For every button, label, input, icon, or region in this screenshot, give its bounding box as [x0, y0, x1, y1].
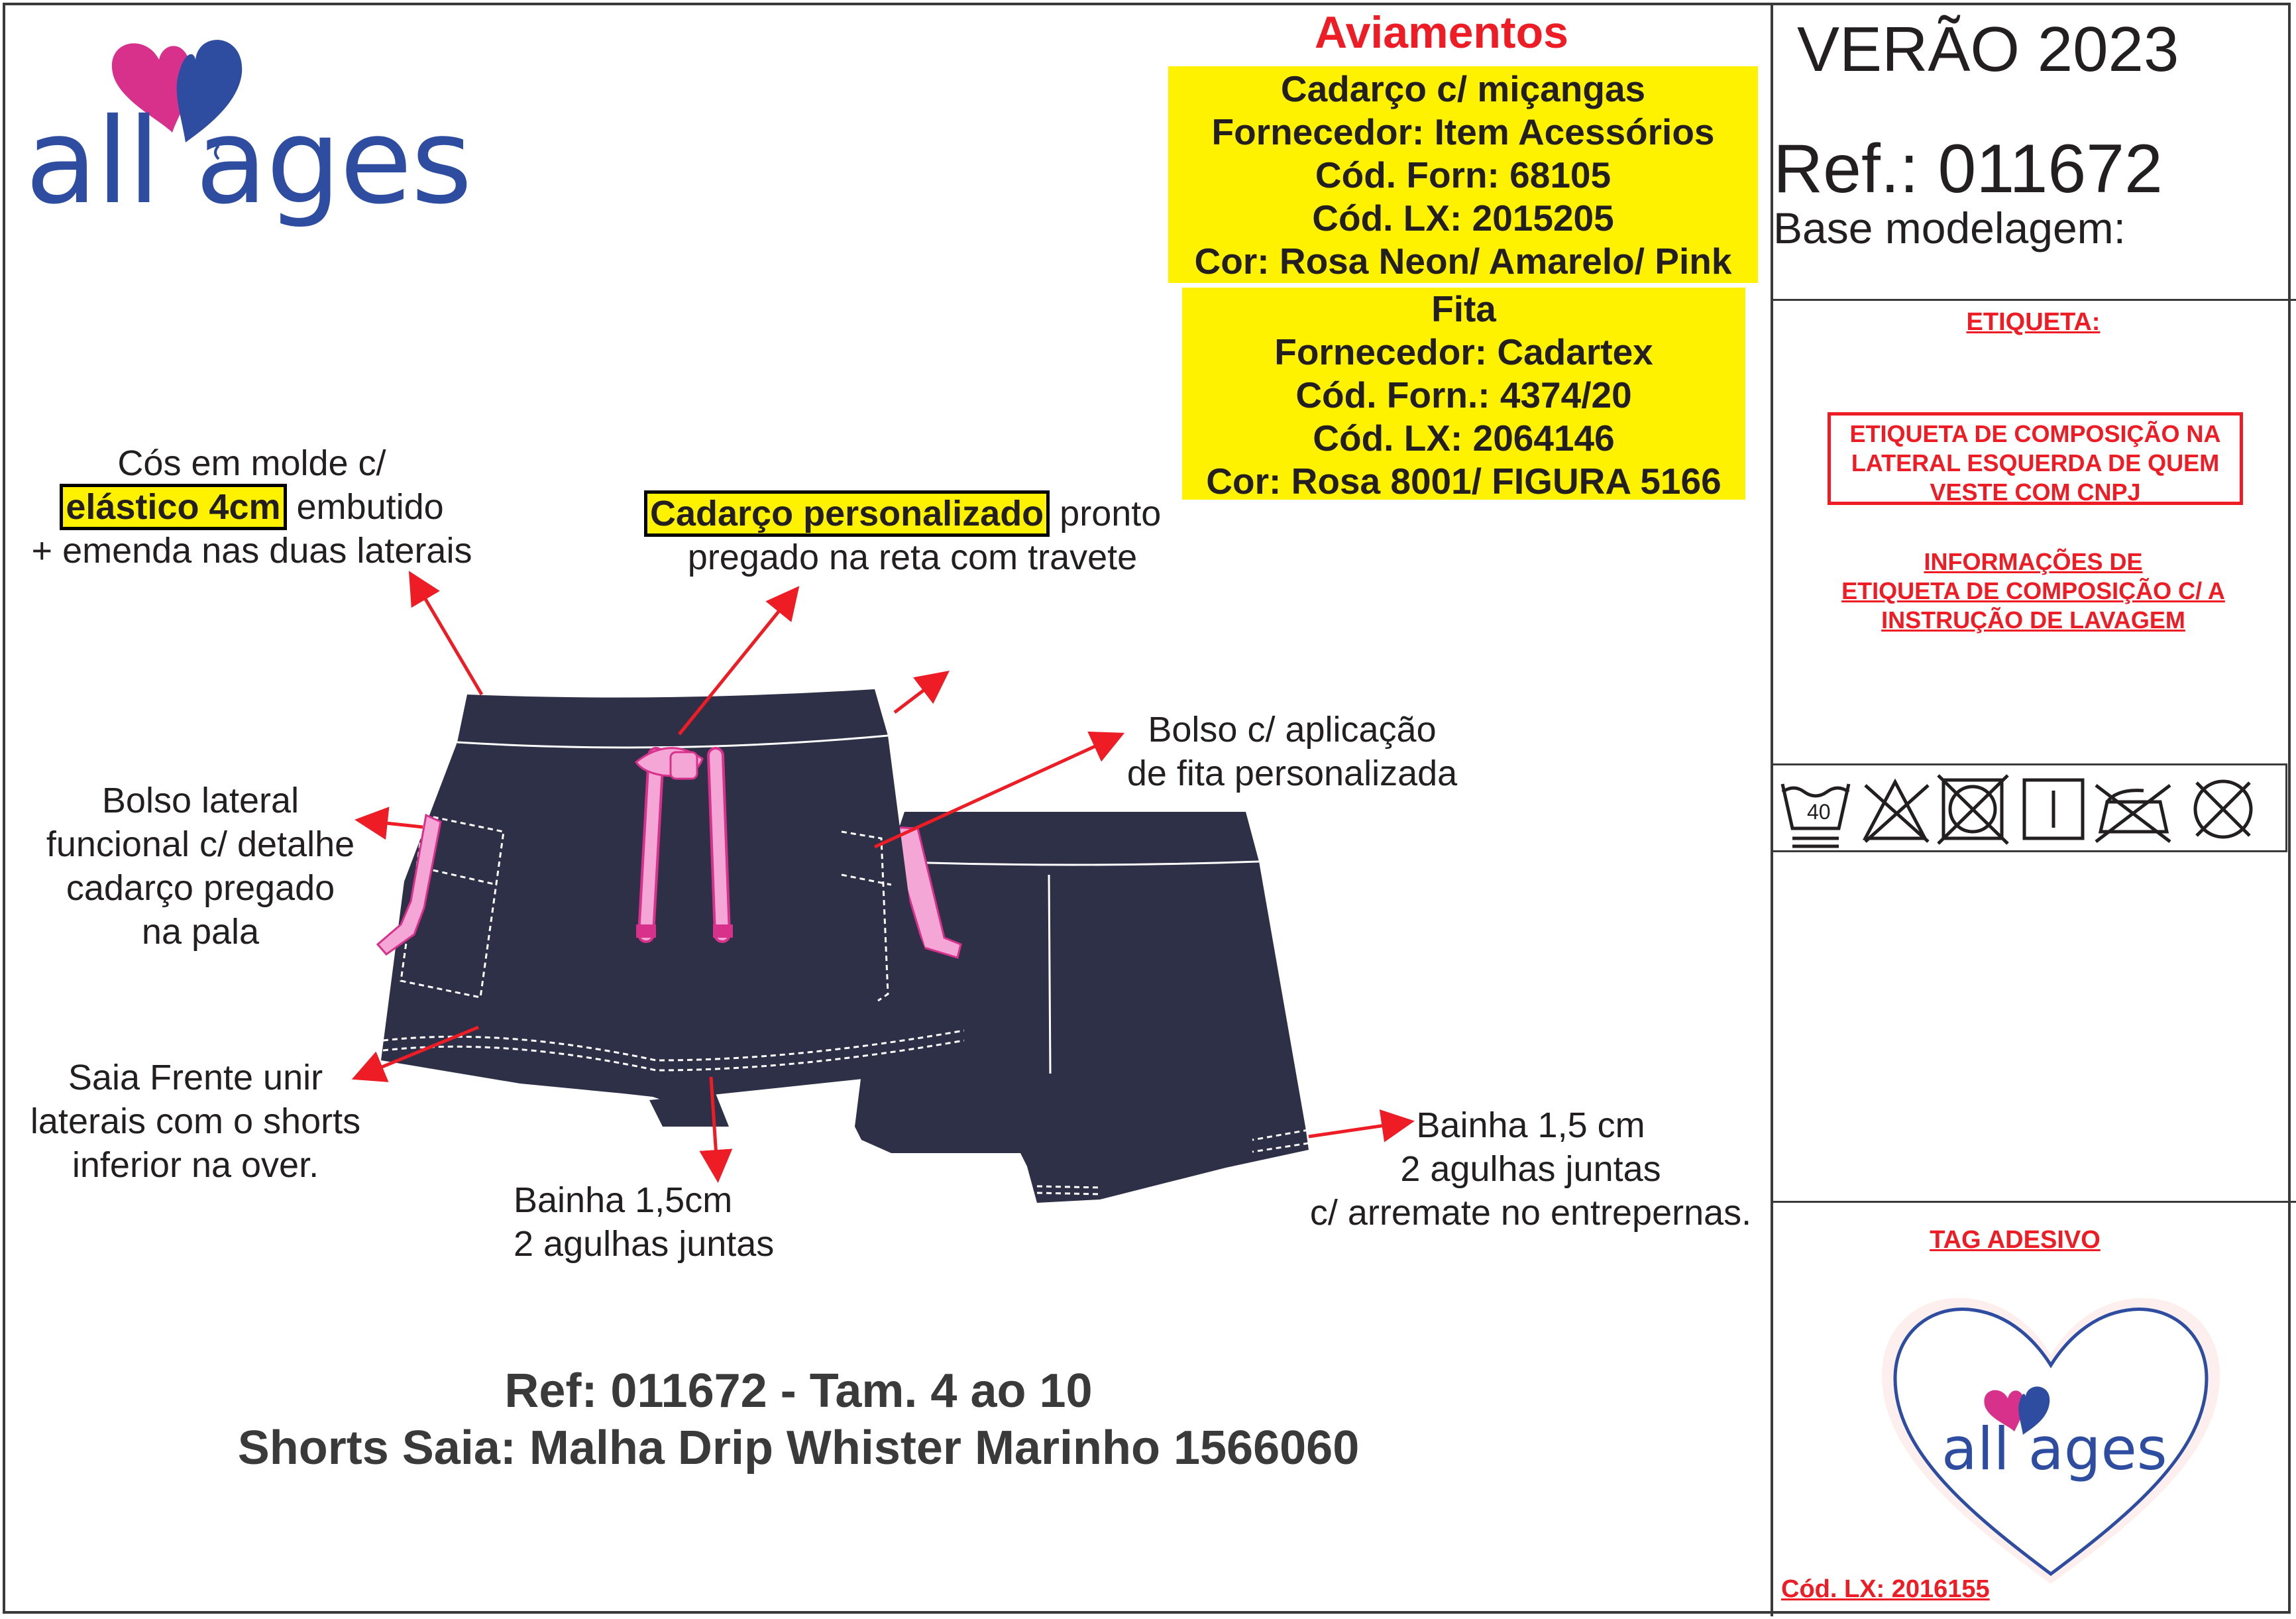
line-dry-icon	[2024, 780, 2083, 838]
aviamento-line: Fornecedor: Item Acessórios	[1211, 111, 1715, 152]
etiqueta-title: ETIQUETA:	[1966, 308, 2101, 336]
tag-logo-text: all ages	[1941, 1415, 2167, 1483]
etiqueta-line: INFORMAÇÕES DE	[1924, 548, 2143, 575]
note-bolso-fita	[1107, 708, 1478, 795]
note-highlight: Cadarço personalizado	[644, 490, 1050, 537]
etiqueta-line: VESTE COM CNPJ	[1930, 478, 2141, 506]
aviamento-line: Cód. LX: 2015205	[1312, 197, 1614, 239]
panel-divider-2	[1771, 1201, 2296, 1203]
panel-divider-1	[1771, 299, 2296, 301]
note-bainha-shorts	[1299, 1103, 1763, 1235]
ref-label: Ref.: 011672	[1773, 131, 2163, 207]
etiqueta-line: ETIQUETA DE COMPOSIÇÃO NA	[1849, 420, 2221, 447]
aviamentos-title: Aviamentos	[1315, 7, 1568, 58]
aviamento-line: Cód. Forn.: 4374/20	[1295, 374, 1632, 416]
logo-text: all ages	[25, 93, 471, 230]
aviamento-line: Fornecedor: Cadartex	[1274, 331, 1653, 372]
aviamento-line: Cor: Rosa 8001/ FIGURA 5166	[1206, 461, 1722, 502]
no-iron-icon	[2096, 785, 2170, 842]
note-saia	[13, 1056, 378, 1187]
no-tumble-dry-icon	[1938, 775, 2008, 844]
note-line: laterais com o shorts	[30, 1101, 361, 1141]
note-line: cadarço pregado	[66, 868, 335, 908]
aviamento-line: Cód. LX: 2064146	[1313, 418, 1615, 459]
etiqueta-info	[1773, 547, 2293, 635]
skirt-front-view	[378, 689, 967, 1127]
note-line: 2 agulhas juntas	[514, 1224, 775, 1264]
etiqueta-line: LATERAL ESQUERDA DE QUEM	[1851, 449, 2220, 476]
note-line: c/ arremate no entrepernas.	[1309, 1193, 1752, 1233]
note-line: Bainha 1,5 cm	[1416, 1105, 1645, 1145]
note-line: pregado na reta com travete	[687, 537, 1138, 577]
aviamento-line: Cadarço c/ miçangas	[1280, 68, 1646, 109]
note-line: + emenda nas duas laterais	[31, 531, 472, 571]
note-bainha-saia	[514, 1178, 774, 1266]
note-bolso-lateral	[13, 779, 388, 954]
no-dry-clean-icon	[2195, 781, 2251, 837]
note-line: Bainha 1,5cm	[514, 1180, 733, 1220]
note-cadarco	[644, 492, 1181, 579]
note-text: pronto	[1050, 494, 1162, 533]
note-line	[13, 485, 490, 529]
note-line: Saia Frente unir	[68, 1058, 323, 1097]
season-label: VERÃO 2023	[1797, 14, 2179, 85]
care-symbols-strip	[1771, 763, 2287, 852]
note-text: embutido	[286, 487, 444, 527]
note-line: na pala	[141, 912, 260, 952]
product-subtitle: Shorts Saia: Malha Drip Whister Marinho 1566060	[237, 1422, 1360, 1475]
no-bleach-icon	[1865, 782, 1928, 842]
etiqueta-composicao-box	[1828, 412, 2243, 505]
tag-adesivo-heart	[1872, 1282, 2230, 1600]
note-line: de fita personalizada	[1126, 754, 1458, 793]
aviamento-line: Cód. Forn: 68105	[1315, 154, 1612, 195]
note-line: 2 agulhas juntas	[1400, 1149, 1661, 1189]
etiqueta-line: INSTRUÇÃO DE LAVAGEM	[1881, 606, 2185, 634]
note-line	[644, 492, 1181, 535]
note-highlight: elástico 4cm	[60, 484, 286, 530]
aviamento-line: Cor: Rosa Neon/ Amarelo/ Pink	[1194, 241, 1732, 282]
note-line: inferior na over.	[72, 1145, 319, 1185]
etiqueta-line: ETIQUETA DE COMPOSIÇÃO C/ A	[1841, 577, 2225, 604]
wash-temp-label: 40	[1807, 800, 1831, 824]
aviamento-line: Fita	[1431, 288, 1496, 329]
note-line: Bolso c/ aplicação	[1148, 710, 1437, 750]
note-line: Bolso lateral	[101, 781, 300, 820]
tag-title: TAG ADESIVO	[1930, 1226, 2101, 1254]
note-cos	[13, 441, 490, 573]
note-line: Cós em molde c/	[117, 443, 386, 483]
base-modelagem-label: Base modelagem:	[1773, 203, 2126, 252]
note-line: funcional c/ detalhe	[46, 824, 355, 864]
product-title: Ref: 011672 - Tam. 4 ao 10	[504, 1365, 1093, 1418]
tag-code: Cód. LX: 2016155	[1781, 1575, 1990, 1603]
